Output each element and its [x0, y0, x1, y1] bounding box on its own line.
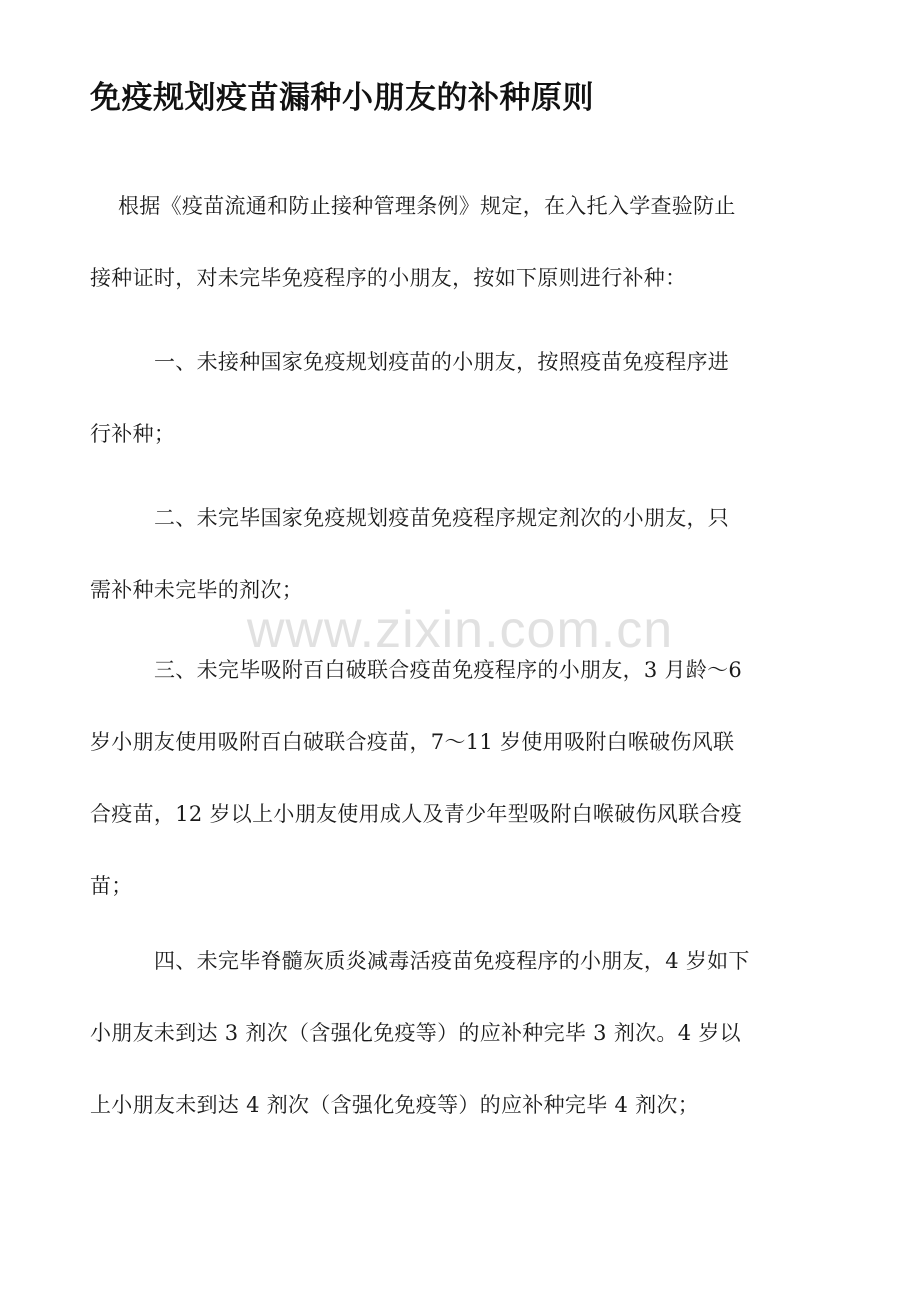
paragraph-rule-3 [90, 634, 840, 922]
paragraph-line: 二、未完毕国家免疫规划疫苗免疫程序规定剂次的小朋友，只 [154, 506, 730, 530]
paragraph-line: 苗； [90, 874, 133, 898]
paragraph-rule-1 [90, 326, 840, 470]
watermark: www.zixin.com.cn [246, 601, 674, 659]
paragraph-line: 行补种； [90, 422, 176, 446]
paragraph-line: 需补种未完毕的剂次； [90, 578, 303, 602]
paragraph-rule-4 [90, 925, 840, 1141]
paragraph-line: 小朋友未到达 3 剂次（含强化免疫等）的应补种完毕 3 剂次。4 岁以 [90, 1021, 741, 1045]
paragraph-rule-2 [90, 482, 840, 626]
paragraph-line: 四、未完毕脊髓灰质炎减毒活疫苗免疫程序的小朋友，4 岁如下 [154, 949, 750, 973]
document-title: 免疫规划疫苗漏种小朋友的补种原则 [90, 80, 594, 116]
paragraph-line: 上小朋友未到达 4 剂次（含强化免疫等）的应补种完毕 4 剂次； [90, 1093, 700, 1117]
paragraph-line: 接种证时，对未完毕免疫程序的小朋友，按如下原则进行补种： [90, 266, 687, 290]
paragraph-line: 三、未完毕吸附百白破联合疫苗免疫程序的小朋友，3 月龄～6 [154, 658, 743, 682]
paragraph-line: 一、未接种国家免疫规划疫苗的小朋友，按照疫苗免疫程序进 [154, 350, 730, 374]
paragraph-line: 根据《疫苗流通和防止接种管理条例》规定，在入托入学查验防止 [118, 194, 736, 218]
paragraph-intro [90, 170, 840, 314]
paragraph-line: 岁小朋友使用吸附百白破联合疫苗，7～11 岁使用吸附白喉破伤风联 [90, 730, 735, 754]
paragraph-line: 合疫苗，12 岁以上小朋友使用成人及青少年型吸附白喉破伤风联合疫 [90, 802, 742, 826]
